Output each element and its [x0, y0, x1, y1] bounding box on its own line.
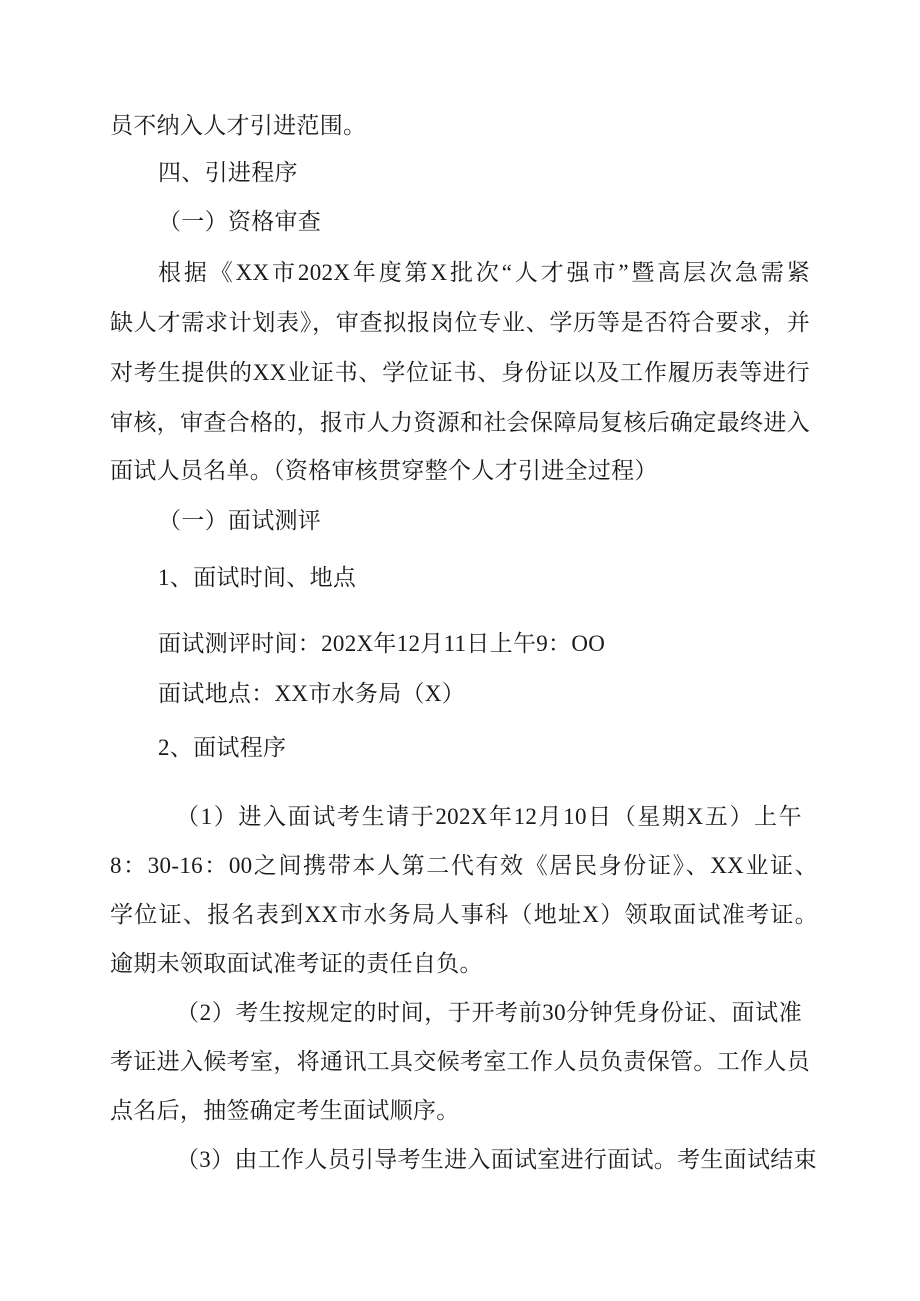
- subsection-title-qualification: （一）资格审查: [158, 209, 322, 234]
- item-title-time-place: 1、面试时间、地点: [158, 565, 357, 590]
- step-line: 考证进入候考室，将通讯工具交候考室工作人员负责保管。工作人员: [110, 1049, 810, 1074]
- step-line: （3）由工作人员引导考生进入面试室进行面试。考生面试结束: [176, 1147, 817, 1172]
- step-line: 8：30-16：00之间携带本人第二代有效《居民身份证》、XX业证、: [110, 853, 818, 878]
- step-line: （1）进入面试考生请于202X年12月10日（星期X五）上午: [176, 804, 802, 829]
- paragraph-line: 缺人才需求计划表》，审查拟报岗位专业、学历等是否符合要求，并: [110, 310, 810, 335]
- paragraph-line: 面试人员名单。（资格审核贯穿整个人才引进全过程）: [110, 458, 658, 483]
- section-title: 四、引进程序: [158, 160, 298, 185]
- interview-place-line: 面试地点：XX市水务局（X）: [158, 681, 466, 706]
- paragraph-line: 审核，审查合格的，报市人力资源和社会保障局复核后确定最终进入: [110, 410, 810, 435]
- step-line: 学位证、报名表到XX市水务局人事科（地址X）领取面试准考证。: [110, 902, 818, 927]
- step-line: 点名后，抽签确定考生面试顺序。: [110, 1098, 460, 1123]
- paragraph-line: 对考生提供的XX业证书、学位证书、身份证以及工作履历表等进行: [110, 360, 810, 385]
- continuation-line: 员不纳入人才引进范围。: [110, 113, 367, 138]
- subsection-title-interview: （一）面试测评: [158, 508, 322, 533]
- paragraph-line: 根据《XX市202X年度第X批次“人才强市”暨高层次急需紧: [158, 260, 810, 285]
- interview-time-line: 面试测评时间：202X年12月11日上午9：OO: [158, 631, 606, 656]
- step-line: （2）考生按规定的时间，于开考前30分钟凭身份证、面试准: [176, 1000, 802, 1025]
- item-title-procedure: 2、面试程序: [158, 735, 287, 760]
- step-line: 逾期未领取面试准考证的责任自负。: [110, 951, 483, 976]
